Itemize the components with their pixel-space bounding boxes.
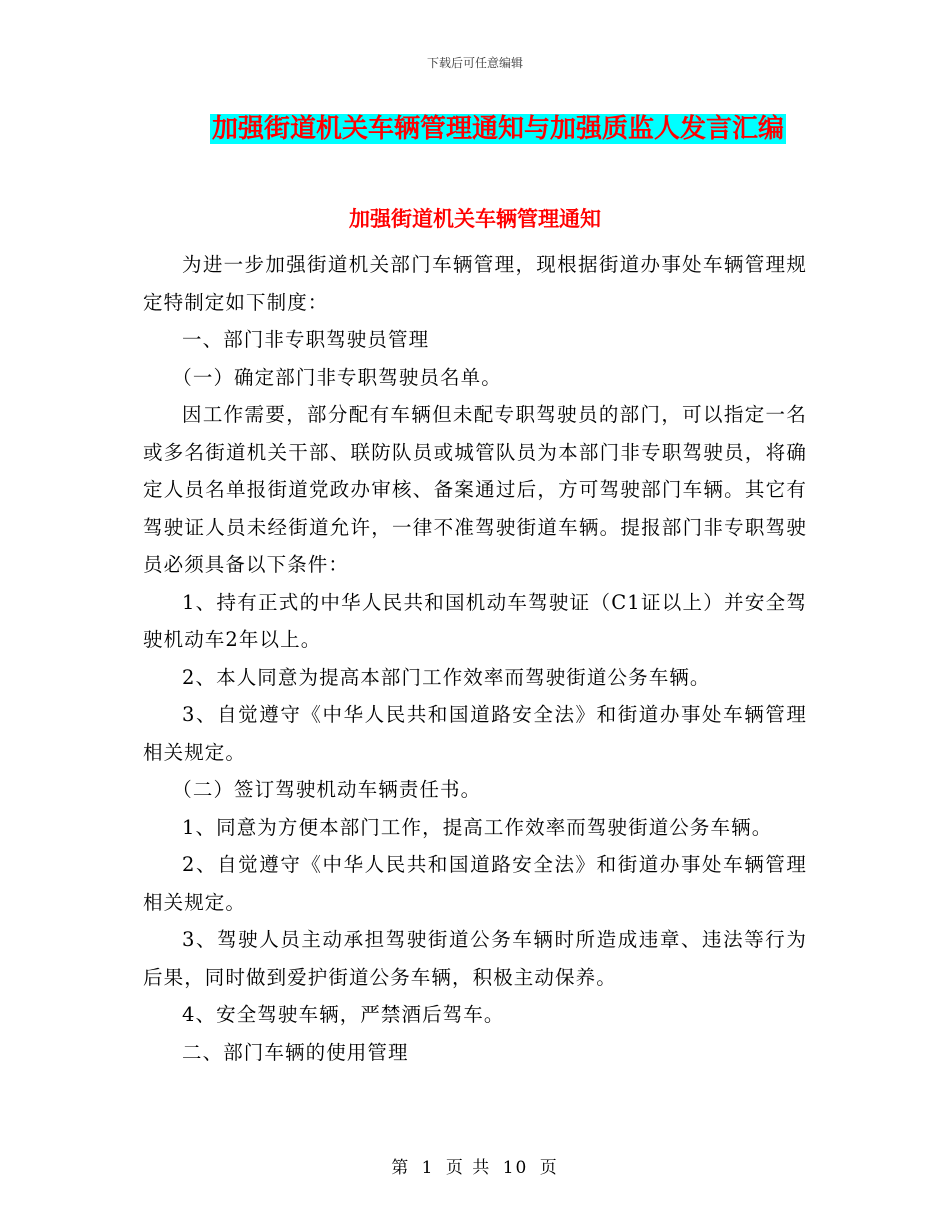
paragraph: 4、安全驾驶车辆，严禁酒后驾车。 bbox=[182, 1003, 505, 1026]
section-title: 加强街道机关车辆管理通知 bbox=[349, 206, 601, 231]
paragraph: 为进一步加强街道机关部门车辆管理，现根据街道办事处车辆管理规定特制定如下制度： bbox=[143, 253, 807, 314]
paragraph: 一、部门非专职驾驶员管理 bbox=[182, 328, 430, 351]
document-title bbox=[0, 112, 950, 146]
footer-middle: 页 共 bbox=[445, 1158, 492, 1178]
document-title-text: 加强街道机关车辆管理通知与加强质监人发言汇编 bbox=[211, 114, 784, 144]
footer-suffix: 页 bbox=[539, 1158, 559, 1178]
page-footer bbox=[0, 1153, 950, 1178]
paragraph: 2、本人同意为提高本部门工作效率而驾驶街道公务车辆。 bbox=[182, 665, 711, 689]
header-note: 下载后可任意编辑 bbox=[426, 56, 523, 70]
paragraph: 1、持有正式的中华人民共和国机动车驾驶证（C1证以上）并安全驾驶机动车2年以上。 bbox=[143, 590, 807, 651]
paragraph: （一）确定部门非专职驾驶员名单。 bbox=[172, 365, 502, 389]
paragraph: 3、自觉遵守《中华人民共和国道路安全法》和街道办事处车辆管理相关规定。 bbox=[143, 703, 807, 764]
paragraph: 二、部门车辆的使用管理 bbox=[182, 1040, 409, 1064]
footer-prefix: 第 bbox=[391, 1158, 411, 1178]
footer-page-number: 1 bbox=[421, 1158, 435, 1178]
paragraph: 2、自觉遵守《中华人民共和国道路安全法》和街道办事处车辆管理相关规定。 bbox=[143, 853, 807, 914]
paragraph: 1、同意为方便本部门工作，提高工作效率而驾驶街道公务车辆。 bbox=[182, 815, 773, 839]
paragraph: 因工作需要，部分配有车辆但未配专职驾驶员的部门，可以指定一名或多名街道机关干部、联防队员或城管队员为本部门非专职驾驶员，将确定人员名单报街道党政办审核、备案通过后，方可驾驶部门车辆。其它有驾驶证人员未经街道允许，一律不准驾驶街道车辆。提报部门非专职驾驶员必须具备以下条件： bbox=[143, 403, 807, 576]
footer-total-pages: 10 bbox=[502, 1158, 529, 1178]
document-body bbox=[143, 246, 807, 1071]
paragraph: （二）签订驾驶机动车辆责任书。 bbox=[172, 778, 482, 801]
paragraph: 3、驾驶人员主动承担驾驶街道公务车辆时所造成违章、违法等行为后果，同时做到爱护街道公务车辆，积极主动保养。 bbox=[143, 928, 807, 989]
